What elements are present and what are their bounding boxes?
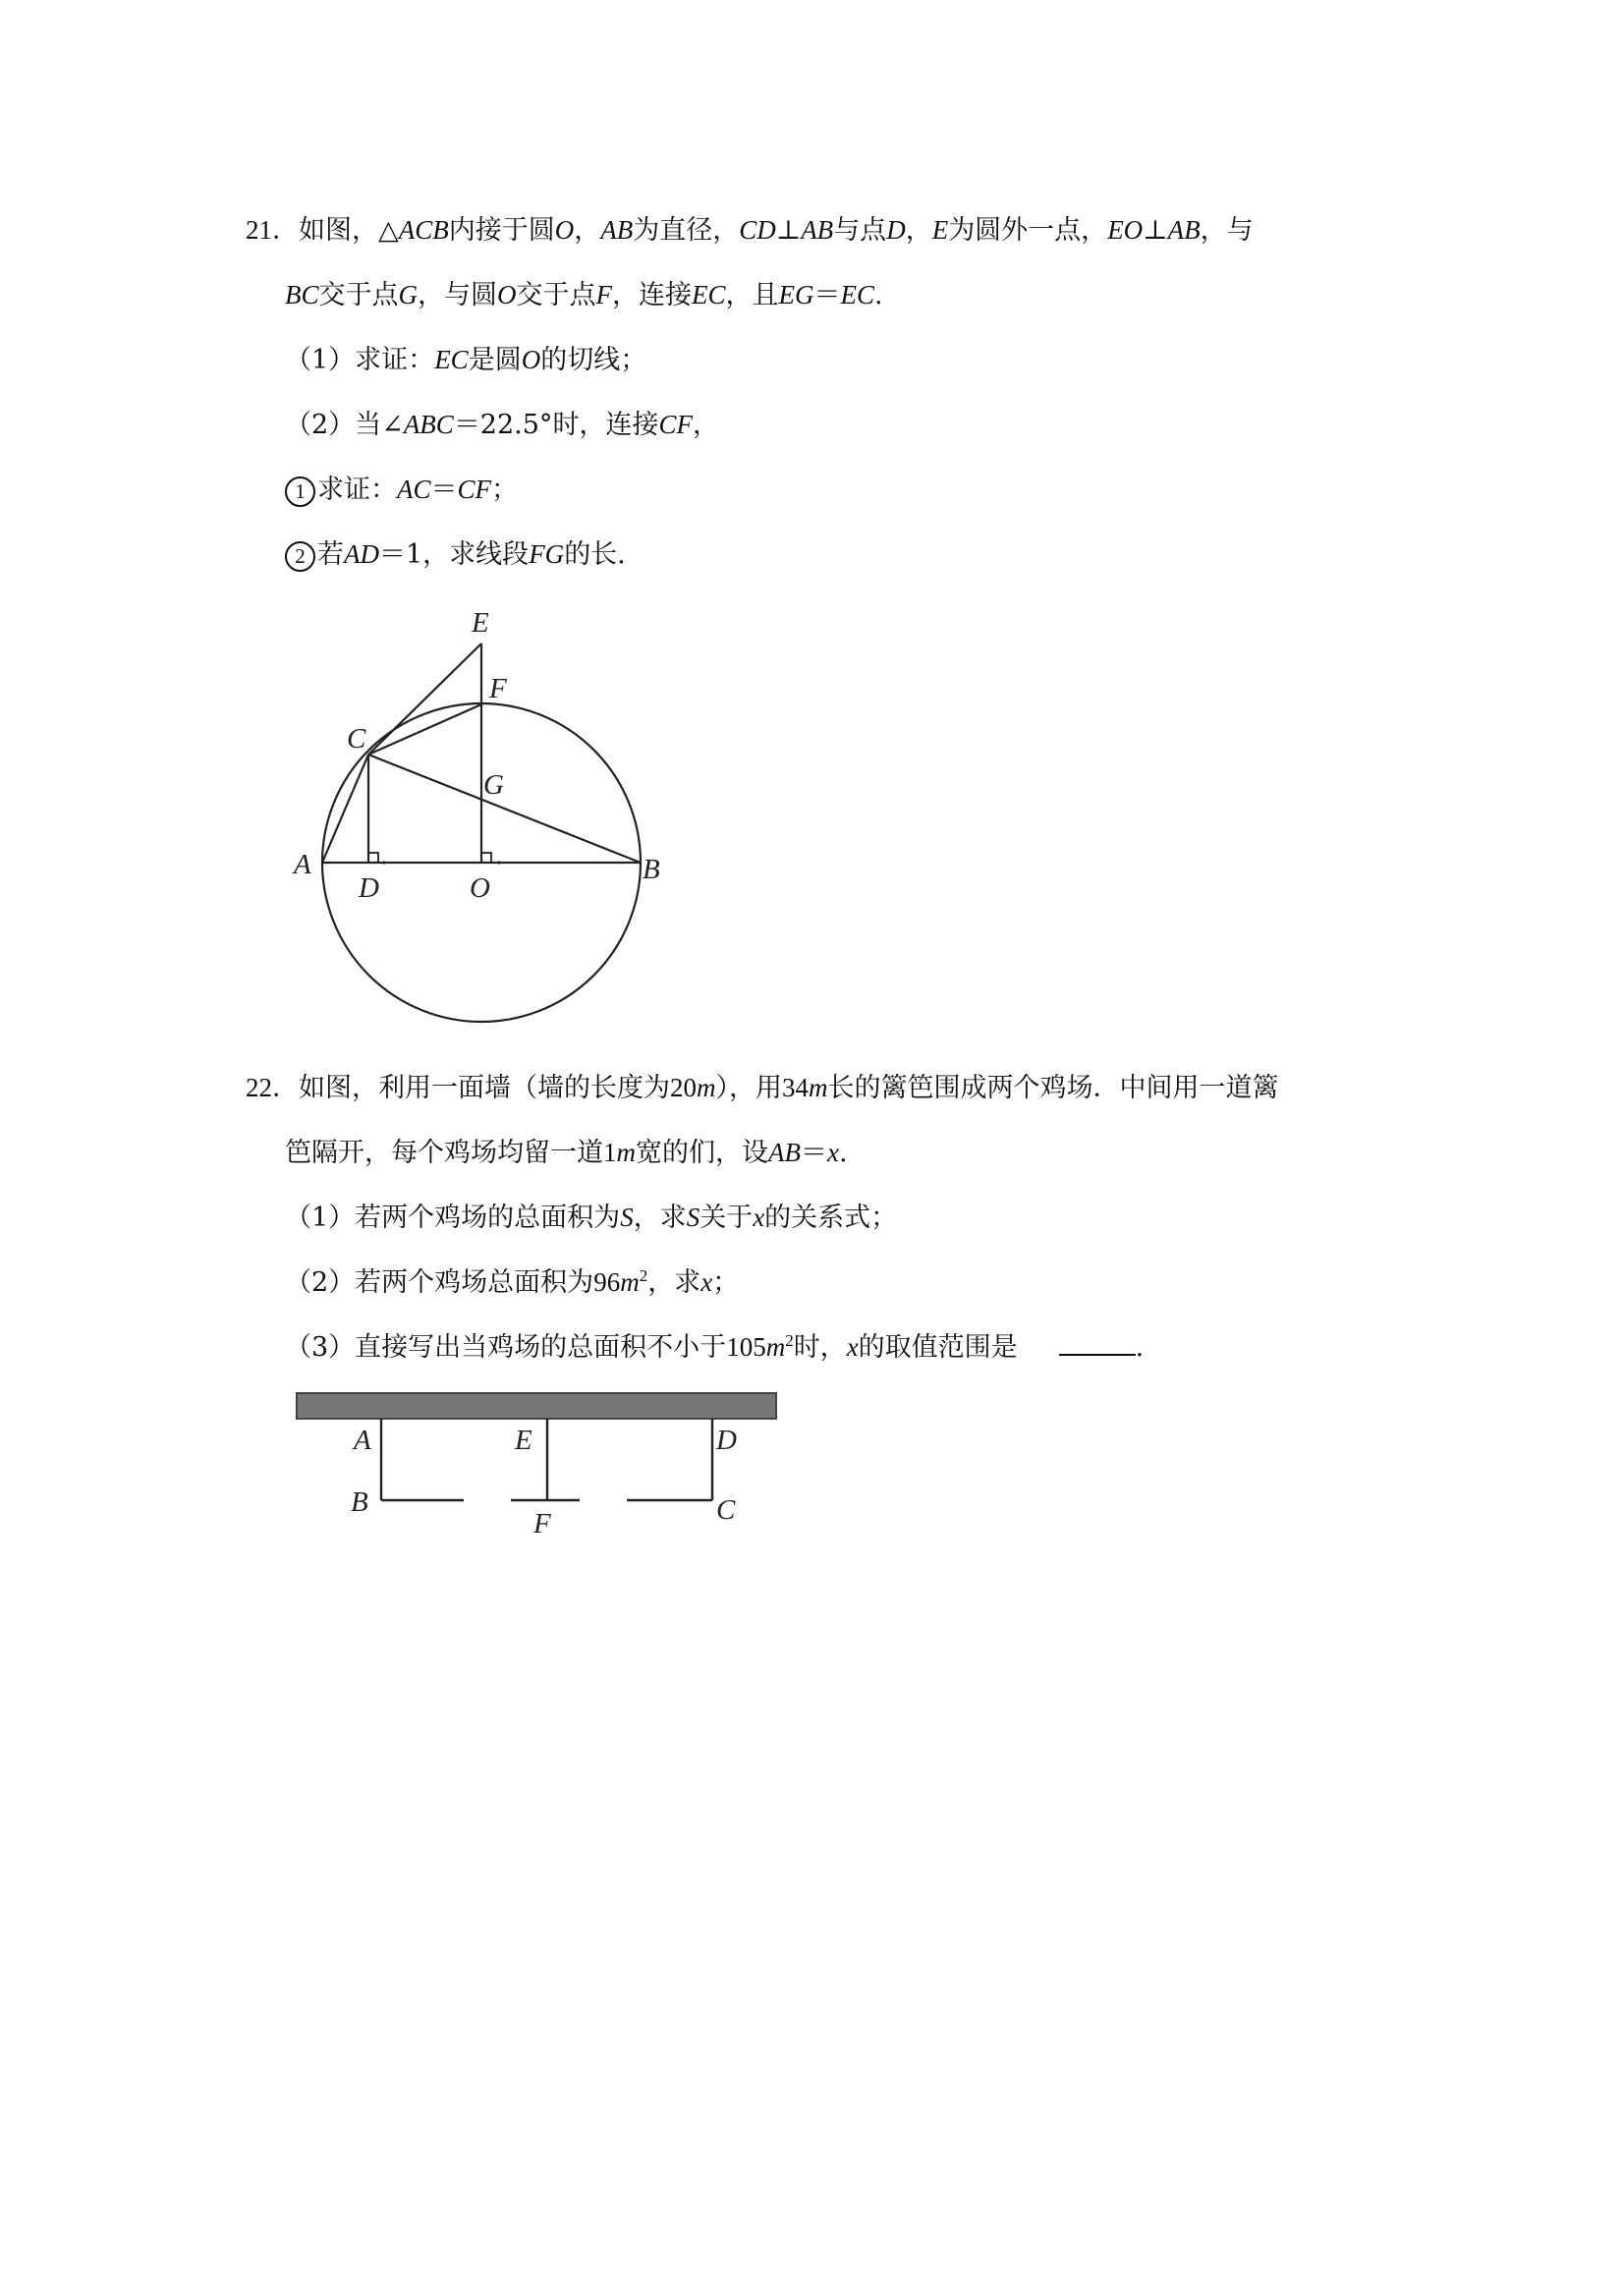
label-d: D — [359, 872, 379, 904]
label-e: E — [515, 1425, 532, 1456]
circled-number-1: 1 — [285, 476, 315, 507]
label-g: G — [483, 769, 504, 801]
wall — [297, 1393, 776, 1419]
segment-ec — [368, 644, 481, 755]
label-o: O — [470, 872, 490, 904]
circled-number-2: 2 — [285, 541, 315, 572]
q21-part-1: （1）求证：EC是圆O的切线； — [285, 345, 647, 375]
q21-geometry-figure — [285, 599, 678, 1041]
q22-part-2: （2）若两个鸡场总面积为$96m^2$，求x； — [285, 1266, 740, 1298]
answer-blank[interactable] — [1059, 1334, 1136, 1356]
label-d: D — [716, 1425, 737, 1456]
q21-part-2: （2）当∠ABC＝22.5°时，连接CF， — [285, 410, 719, 440]
q22-line-1: 22．如图，利用一面墙（墙的长度为20m），用34m长的篱笆围成两个鸡场．中间用一道篱 — [246, 1073, 1279, 1103]
segment-cf — [368, 704, 481, 755]
label-f: F — [489, 673, 507, 704]
right-angle-mark-d — [368, 853, 378, 863]
label-a: A — [354, 1425, 371, 1456]
q21-part-2-a: 1 求证：AC＝CF； — [285, 473, 518, 507]
label-c: C — [347, 723, 366, 755]
label-c: C — [716, 1494, 736, 1526]
label-b: B — [351, 1486, 368, 1518]
label-e: E — [472, 607, 489, 639]
q22-part-1: （1）若两个鸡场的总面积为S，求S关于x的关系式； — [285, 1203, 898, 1233]
right-angle-mark-o — [481, 853, 491, 863]
q22-part-3: （3）直接写出当鸡场的总面积不小于$105m^2$时，x的取值范围是 . — [285, 1331, 1145, 1363]
q21-line-1: 21．如图，△ACB内接于圆O，AB为直径，CD⊥AB与点D，E为圆外一点，EO⊥AB，与 — [246, 215, 1254, 246]
q21-part-2-b: 2 若AD＝1，求线段FG的长. — [285, 537, 626, 572]
q21-line-2: BC交于点G，与圆O交于点F，连接EC，且EG＝EC. — [285, 280, 883, 310]
segment-ac — [322, 755, 368, 863]
q22-fence-figure — [285, 1375, 796, 1552]
segment-cb — [368, 755, 641, 863]
q22-line-2: 笆隔开，每个鸡场均留一道1m宽的们，设AB＝x. — [285, 1138, 848, 1168]
dot-mark — [382, 861, 385, 864]
dot-mark — [497, 861, 500, 864]
label-a: A — [294, 849, 311, 880]
label-b: B — [643, 854, 660, 885]
label-f: F — [533, 1508, 551, 1540]
